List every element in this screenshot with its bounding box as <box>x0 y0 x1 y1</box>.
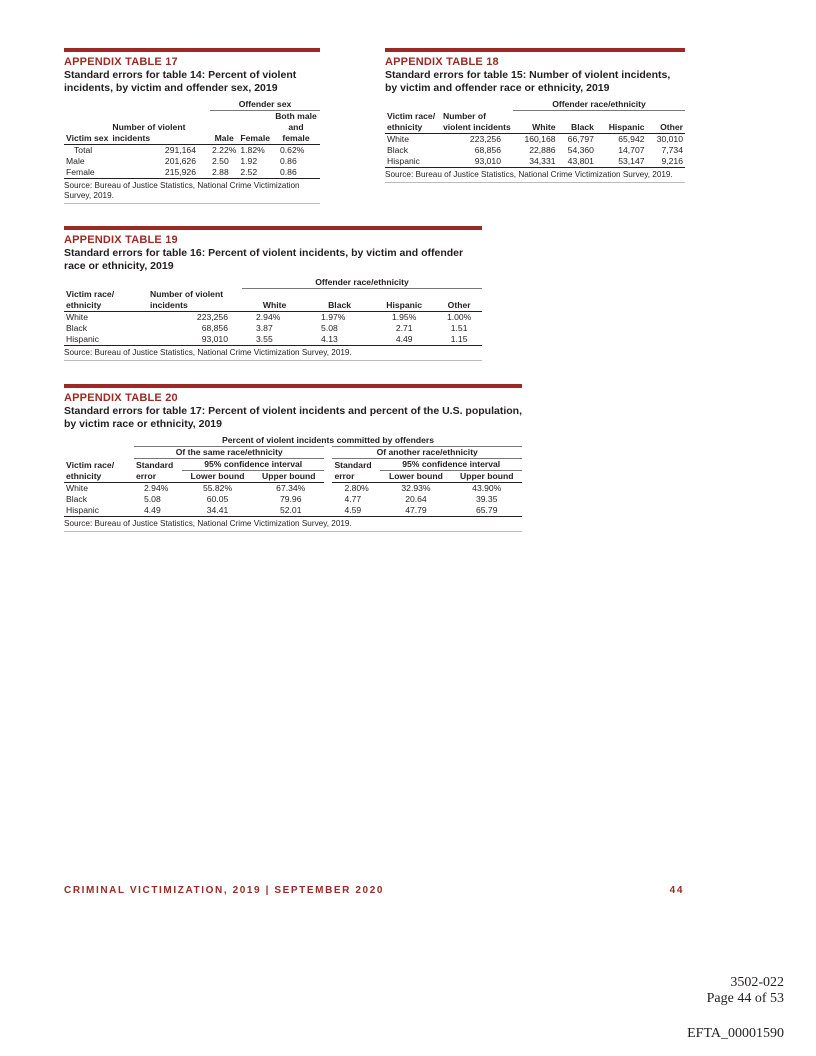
section-bar <box>64 48 320 52</box>
section-bar <box>64 226 482 230</box>
source-note: Source: Bureau of Justice Statistics, National Crime Victimization Survey, 2019. <box>385 167 685 183</box>
table-label: APPENDIX TABLE 18 <box>385 56 499 68</box>
source-note: Source: Bureau of Justice Statistics, National Crime Victimization Survey, 2019. <box>64 345 482 361</box>
column-header: Both male and female <box>272 111 320 145</box>
column-header: Lower bound <box>182 471 253 483</box>
document-id: 3502-022 <box>730 975 784 990</box>
column-header: Hispanic <box>596 111 647 134</box>
table-row: Black 68,856 3.87 5.08 2.71 1.51 <box>66 322 468 333</box>
appendix-table-17 <box>64 48 320 204</box>
source-note: Source: Bureau of Justice Statistics, National Crime Victimization Survey, 2019. <box>64 516 522 532</box>
table-label: APPENDIX TABLE 19 <box>64 234 178 246</box>
group-header: Offender race/ethnicity <box>513 99 685 111</box>
table-row: Black 68,856 22,886 54,360 14,707 7,734 <box>387 144 683 155</box>
appendix-table-20 <box>64 384 522 532</box>
document-stamp <box>707 975 784 1007</box>
column-header: Victim race/ ethnicity <box>64 459 134 483</box>
page-count: Page 44 of 53 <box>706 991 784 1006</box>
publication-title: CRIMINAL VICTIMIZATION, 2019 | SEPTEMBER 2020 <box>64 885 385 896</box>
appendix-table-19 <box>64 226 482 361</box>
table-label: APPENDIX TABLE 20 <box>64 392 178 404</box>
section-bar <box>385 48 685 52</box>
column-header: Male <box>210 111 238 145</box>
column-header: Upper bound <box>253 471 328 483</box>
column-header: White <box>513 111 558 134</box>
data-table <box>64 277 482 345</box>
column-header: White <box>242 289 307 312</box>
column-header: Victim sex <box>64 111 110 145</box>
table-row: Hispanic 4.49 34.41 52.01 4.59 47.79 65.79 <box>66 505 498 515</box>
column-header: Other <box>436 289 482 312</box>
table-title: Standard errors for table 16: Percent of violent incidents, by victim and offender race or ethnicity, 2019 <box>64 247 464 272</box>
column-header: Number of violent incidents <box>110 111 210 145</box>
column-header: Victim race/ ethnicity <box>385 111 441 134</box>
appendix-table-18 <box>385 48 685 183</box>
column-header: Hispanic <box>372 289 436 312</box>
page-number: 44 <box>669 885 684 896</box>
page-footer <box>64 885 684 896</box>
table-row: White 223,256 160,168 66,797 65,942 30,010 <box>387 133 683 144</box>
table-title: Standard errors for table 14: Percent of violent incidents, by victim and offender sex, 2019 <box>64 69 297 94</box>
data-table <box>385 99 685 167</box>
source-note: Source: Bureau of Justice Statistics, National Crime Victimization Survey, 2019. <box>64 178 320 204</box>
ci-header: 95% confidence interval <box>182 459 328 471</box>
table-row: Hispanic 93,010 3.55 4.13 4.49 1.15 <box>66 333 468 344</box>
table-row: Total 291,164 2.22% 1.82% 0.62% <box>74 145 305 155</box>
table-row: Male 201,626 2.50 1.92 0.86 <box>66 156 297 166</box>
group-header-same: Of the same race/ethnicity <box>134 447 328 459</box>
column-header: Black <box>307 289 372 312</box>
data-table <box>64 435 522 516</box>
column-header: Black <box>558 111 596 134</box>
table-row: Black 5.08 60.05 79.96 4.77 20.64 39.35 <box>66 494 498 504</box>
column-header: Number of violent incidents <box>148 289 242 312</box>
table-title: Standard errors for table 17: Percent of violent incidents and percent of the U.S. population, by victim race or ethnicity, 2019 <box>64 405 522 430</box>
column-header: Victim race/ ethnicity <box>64 289 148 312</box>
column-header: Female <box>238 111 272 145</box>
table-label: APPENDIX TABLE 17 <box>64 56 178 68</box>
table-row: Hispanic 93,010 34,331 43,801 53,147 9,216 <box>387 155 683 166</box>
column-header: Standard error <box>328 459 380 483</box>
bates-number: EFTA_00001590 <box>687 1026 784 1041</box>
column-header: Standard error <box>134 459 182 483</box>
group-header: Offender race/ethnicity <box>242 277 482 289</box>
column-header: Upper bound <box>452 471 523 483</box>
group-header: Offender sex <box>210 99 320 111</box>
group-header-another: Of another race/ethnicity <box>328 447 522 459</box>
column-header: Lower bound <box>380 471 451 483</box>
group-header: Percent of violent incidents committed by offenders <box>134 435 522 447</box>
section-bar <box>64 384 522 388</box>
table-title: Standard errors for table 15: Number of violent incidents, by victim and offender race or ethnicity, 2019 <box>385 69 671 94</box>
table-row: White 223,256 2.94% 1.97% 1.95% 1.00% <box>66 311 472 322</box>
ci-header: 95% confidence interval <box>380 459 522 471</box>
data-table <box>64 99 320 178</box>
table-row: White 2.94% 55.82% 67.34% 2.80% 32.93% 43.90% <box>66 483 502 493</box>
column-header: Number of violent incidents <box>441 111 513 134</box>
column-header: Other <box>647 111 685 134</box>
table-row: Female 215,926 2.88 2.52 0.86 <box>66 167 297 177</box>
